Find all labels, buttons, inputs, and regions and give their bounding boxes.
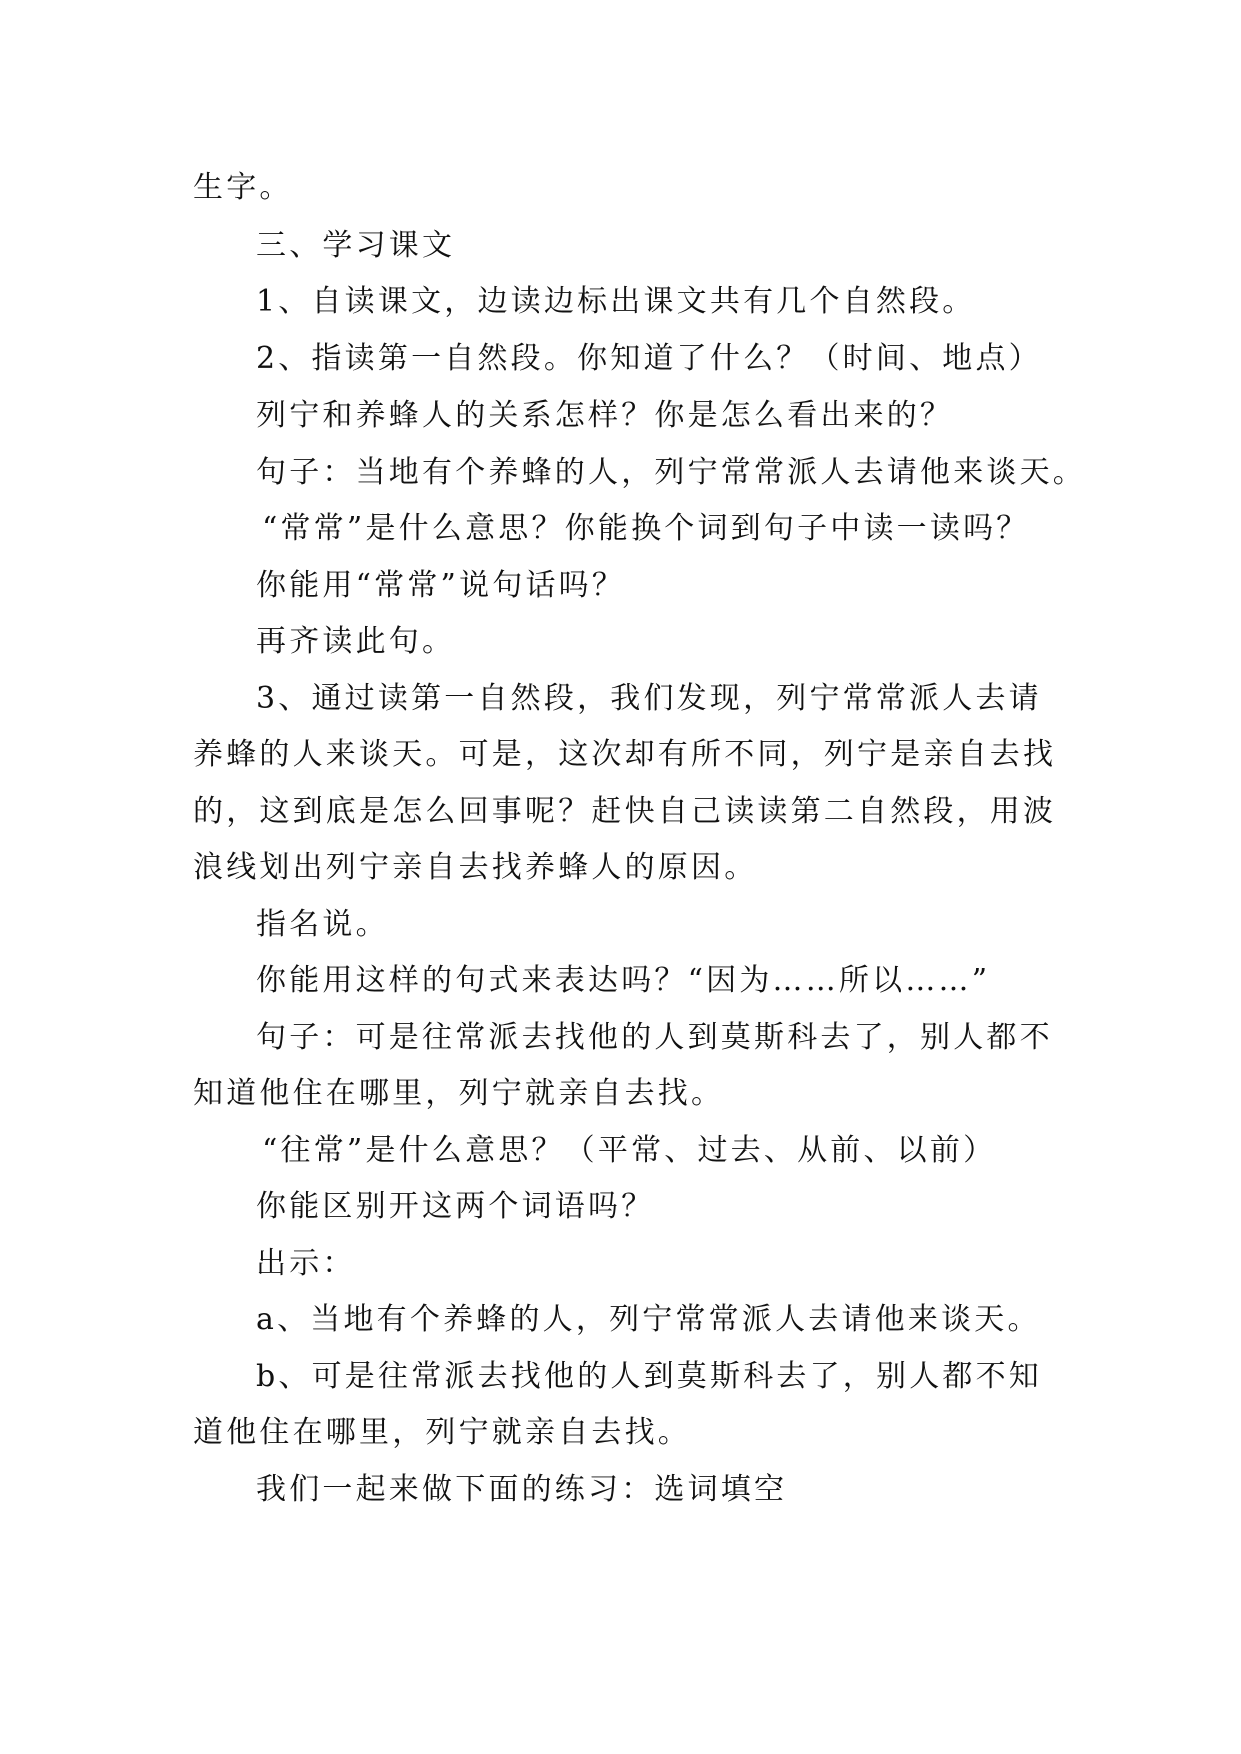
text-line-14: 指名说。 [256,907,389,942]
text-line-22: b、可是往常派去找他的人到莫斯科去了，别人都不知 [256,1359,1043,1394]
section-heading: 三、学习课文 [256,228,456,263]
text-line-5: 列宁和养蜂人的关系怎样？你是怎么看出来的？ [256,398,954,433]
text-line-12: 的，这到底是怎么回事呢？赶快自己读读第二自然段，用波 [193,794,1057,829]
text-line-20: 出示： [256,1246,356,1281]
text-line-16: 句子：可是往常派去找他的人到莫斯科去了，别人都不 [256,1020,1053,1055]
text-line-1: 生字。 [193,170,293,205]
text-line-13: 浪线划出列宁亲自去找养蜂人的原因。 [193,850,758,885]
text-line-17: 知道他住在哪里，列宁就亲自去找。 [193,1076,725,1111]
text-line-11: 养蜂的人来谈天。可是，这次却有所不同，列宁是亲自去找 [193,737,1057,772]
text-line-9: 再齐读此句。 [256,624,456,659]
text-line-21: a、当地有个养蜂的人，列宁常常派人去请他来谈天。 [256,1302,1041,1337]
text-line-3: 1、自读课文，边读边标出课文共有几个自然段。 [256,284,976,319]
text-line-18: “往常”是什么意思？（平常、过去、从前、以前） [262,1133,997,1168]
text-line-8: 你能用“常常”说句话吗？ [256,568,626,603]
text-line-10: 3、通过读第一自然段，我们发现，列宁常常派人去请 [256,681,1042,716]
text-line-19: 你能区别开这两个词语吗？ [256,1189,655,1224]
text-line-23: 道他住在哪里，列宁就亲自去找。 [193,1415,691,1450]
text-line-4: 2、指读第一自然段。你知道了什么？（时间、地点） [256,341,1042,376]
text-line-24: 我们一起来做下面的练习：选词填空 [256,1472,788,1507]
text-line-7: “常常”是什么意思？你能换个词到句子中读一读吗？ [262,511,1030,546]
text-line-15: 你能用这样的句式来表达吗？“因为……所以……” [256,963,991,998]
text-line-6: 句子：当地有个养蜂的人，列宁常常派人去请他来谈天。 [256,455,1086,490]
